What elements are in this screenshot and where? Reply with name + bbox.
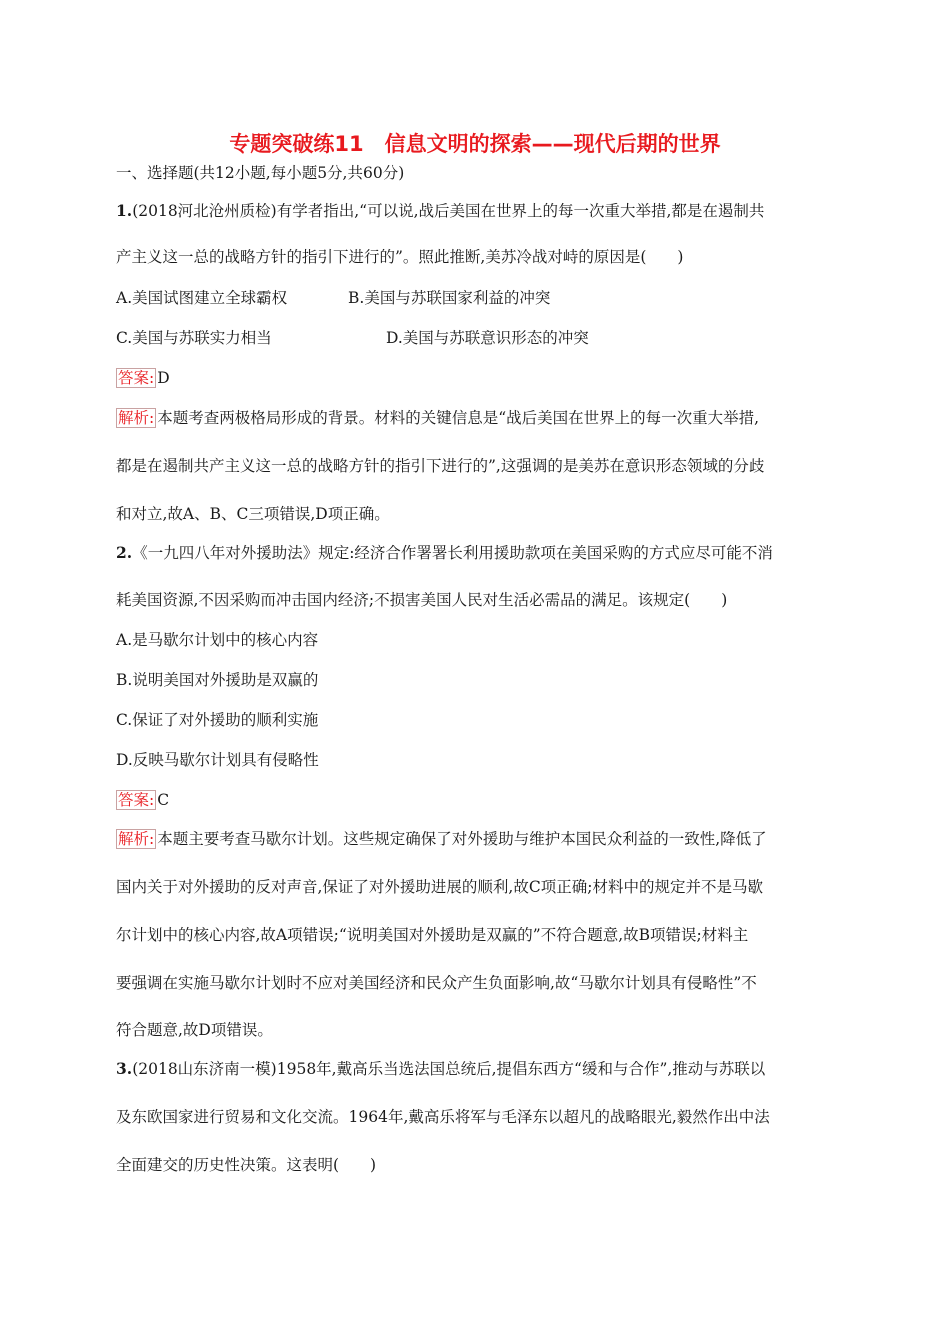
q2-analysis-line-1 — [116, 829, 767, 849]
q1-option-b: B.美国与苏联国家利益的冲突 — [348, 289, 551, 307]
section-heading: 一、选择题(共12小题,每小题5分,共60分) — [116, 164, 405, 182]
q1-option-d: D.美国与苏联意识形态的冲突 — [386, 329, 589, 347]
q2-number: 2. — [116, 543, 133, 562]
q2-stem-line-1 — [116, 543, 773, 563]
q1-option-a: A.美国试图建立全球霸权 — [116, 289, 288, 307]
q1-stem-text-1: (2018河北沧州质检)有学者指出,“可以说,战后美国在世界上的每一次重大举措,都是在遏制共 — [132, 202, 765, 220]
q3-stem-line-1 — [116, 1059, 765, 1079]
q3-stem-text-1: (2018山东济南一模)1958年,戴高乐当选法国总统后,提倡东西方“缓和与合作”,推动与苏联以 — [132, 1060, 766, 1078]
q1-option-c: C.美国与苏联实力相当 — [116, 329, 272, 347]
page-title: 专题突破练11 信息文明的探索——现代后期的世界 — [229, 132, 721, 156]
q2-stem-text-1: 《一九四八年对外援助法》规定:经济合作署署长利用援助款项在美国采购的方式应尽可能不消 — [132, 544, 773, 562]
q2-analysis-line-5: 符合题意,故D项错误。 — [116, 1021, 273, 1039]
q2-option-c: C.保证了对外援助的顺利实施 — [116, 711, 319, 729]
q2-option-b: B.说明美国对外援助是双赢的 — [116, 671, 319, 689]
answer-label: 答案: — [118, 791, 155, 809]
analysis-label: 解析: — [118, 830, 155, 848]
q2-answer-value: C — [157, 791, 170, 809]
q1-analysis-line-1 — [116, 408, 759, 428]
q2-option-d: D.反映马歇尔计划具有侵略性 — [116, 751, 319, 769]
answer-label: 答案: — [118, 369, 155, 387]
q2-answer — [116, 790, 169, 810]
q3-stem-line-2: 及东欧国家进行贸易和文化交流。1964年,戴高乐将军与毛泽东以超凡的战略眼光,毅然作出中法 — [116, 1108, 770, 1126]
q2-analysis-text-1: 本题主要考查马歇尔计划。这些规定确保了对外援助与维护本国民众利益的一致性,降低了 — [157, 830, 767, 848]
q2-analysis-line-2: 国内关于对外援助的反对声音,保证了对外援助进展的顺利,故C项正确;材料中的规定并不是马歇 — [116, 878, 763, 896]
q1-stem-line-2: 产主义这一总的战略方针的指引下进行的”。照此推断,美苏冷战对峙的原因是( ) — [116, 248, 684, 266]
q2-stem-line-2: 耗美国资源,不因采购而冲击国内经济;不损害美国人民对生活必需品的满足。该规定( ) — [116, 591, 728, 609]
analysis-label: 解析: — [118, 409, 155, 427]
q1-analysis-line-2: 都是在遏制共产主义这一总的战略方针的指引下进行的”,这强调的是美苏在意识形态领域的分歧 — [116, 457, 765, 475]
q2-analysis-line-4: 要强调在实施马歇尔计划时不应对美国经济和民众产生负面影响,故“马歇尔计划具有侵略性”不 — [116, 974, 757, 992]
q1-stem-line-1 — [116, 201, 764, 221]
q3-stem-line-3: 全面建交的历史性决策。这表明( ) — [116, 1156, 377, 1174]
q2-analysis-line-3: 尔计划中的核心内容,故A项错误;“说明美国对外援助是双赢的”不符合题意,故B项错误;材料主 — [116, 926, 749, 944]
q2-option-a: A.是马歇尔计划中的核心内容 — [116, 631, 319, 649]
q1-answer-value: D — [157, 369, 170, 387]
q1-analysis-line-3: 和对立,故A、B、C三项错误,D项正确。 — [116, 505, 390, 523]
q1-analysis-text-1: 本题考查两极格局形成的背景。材料的关键信息是“战后美国在世界上的每一次重大举措, — [157, 409, 760, 427]
q1-answer — [116, 368, 170, 388]
q3-number: 3. — [116, 1059, 133, 1078]
q1-number: 1. — [116, 201, 133, 220]
